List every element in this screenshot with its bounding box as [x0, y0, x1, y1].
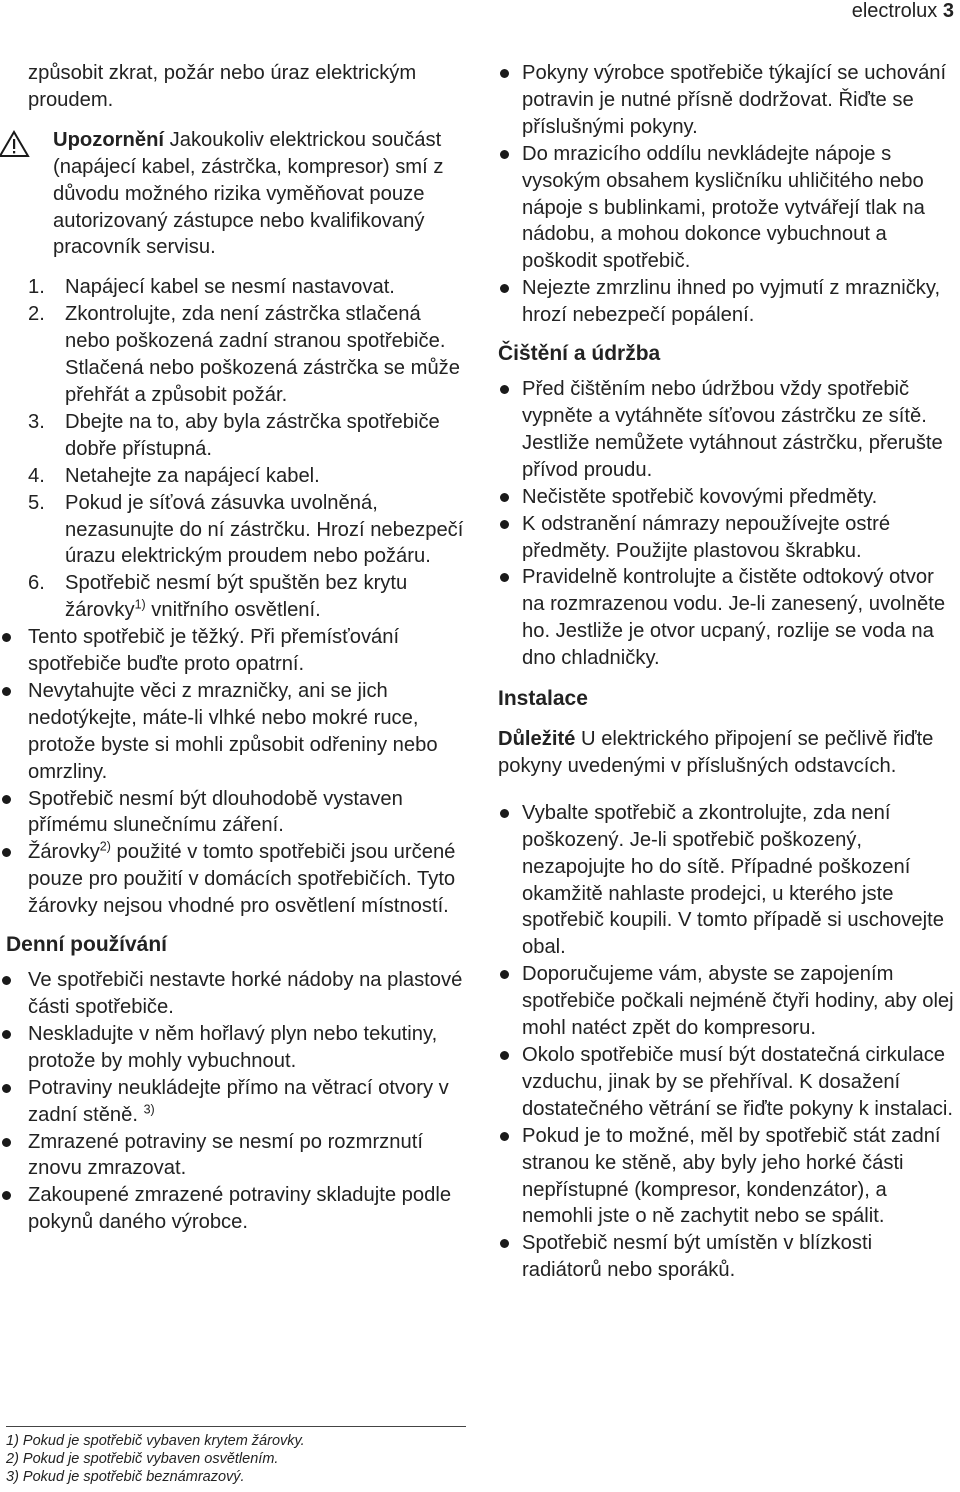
- item-text: K odstranění námrazy nepoužívejte ostré předměty. Použijte plastovou škrabku.: [522, 512, 891, 562]
- bullet-icon: [500, 970, 509, 979]
- item-text: Před čištěním nebo údržbou vždy spotřebič vypněte a vytáhněte síťovou zástrčku ze sítě. Jestliže nemůžete vytáhnout zástrčku, přerušte přívod proudu.: [522, 378, 943, 481]
- bullet-icon: [2, 687, 11, 696]
- list-item: [498, 60, 956, 141]
- bullet-icon: [500, 150, 509, 159]
- item-text: Pokud je síťová zásuvka uvolněná, nezasunujte do ní zástrčku. Hrozí nebezpečí úrazu elektrickým proudem nebo požáru.: [65, 491, 464, 568]
- item-text: Spotřebič nesmí být spuštěn bez krytu žárovky: [65, 572, 408, 622]
- list-item: [0, 1075, 470, 1129]
- list-item: [28, 490, 470, 571]
- intro-text: způsobit zkrat, požár nebo úraz elektrickým proudem.: [28, 62, 417, 111]
- item-text: Okolo spotřebiče musí být dostatečná cirkulace vzduchu, jinak by se přehříval. K dosažení dostatečného větrání se řiďte pokyny k instalaci.: [522, 1044, 953, 1120]
- list-item: [498, 511, 956, 565]
- list-item: [0, 624, 470, 678]
- daily-bullets: [28, 967, 470, 1236]
- list-item: [28, 463, 470, 490]
- bullet-icon: [2, 1084, 11, 1093]
- section-title-install: Instalace: [498, 687, 588, 711]
- footnote: 1) Pokud je spotřebič vybaven krytem žárovky.: [6, 1433, 305, 1449]
- item-number: 5.: [28, 491, 45, 514]
- list-item: [28, 301, 470, 409]
- list-item: [498, 141, 956, 276]
- bullet-icon: [500, 284, 509, 293]
- section-title-daily: Denní používání: [6, 933, 168, 957]
- item-text: Potraviny neukládejte přímo na větrací otvory v zadní stěně.: [28, 1076, 449, 1126]
- page-header: [852, 0, 954, 22]
- footnote: 3) Pokud je spotřebič beznámrazový.: [6, 1469, 245, 1485]
- list-item: [0, 967, 470, 1021]
- section-title-cleaning: Čištění a údržba: [498, 342, 661, 366]
- footnote-ref: 3): [143, 1101, 155, 1116]
- cleaning-bullets: [498, 376, 956, 672]
- item-text: Ve spotřebiči nestavte horké nádoby na plastové části spotřebiče.: [28, 969, 463, 1018]
- item-text: vnitřního osvětlení.: [145, 599, 321, 622]
- bullet-icon: [500, 520, 509, 529]
- item-text: Žárovky: [28, 841, 100, 864]
- item-text: Napájecí kabel se nesmí nastavovat.: [65, 276, 395, 299]
- list-item: [498, 1123, 956, 1231]
- list-item: [498, 484, 956, 511]
- list-item: [0, 1129, 470, 1183]
- bullet-icon: [500, 573, 509, 582]
- item-text: Tento spotřebič je těžký. Při přemísťování spotřebiče buďte proto opatrní.: [28, 626, 400, 676]
- bullet-icon: [2, 976, 11, 985]
- list-item: [498, 275, 956, 329]
- warning-label: Upozornění: [53, 128, 165, 151]
- bullet-icon: [2, 1030, 11, 1039]
- item-text: Vybalte spotřebič a zkontrolujte, zda není poškozený. Je-li spotřebič poškozený, nezapojujte ho do sítě. Případné poškození okamžitě nahlaste prodejci, u kterého jste spotřebič koupili. V tomto případě si uschovejte obal.: [522, 801, 944, 959]
- item-number: 4.: [28, 464, 45, 487]
- bullet-icon: [2, 633, 11, 642]
- list-item: [498, 1042, 956, 1123]
- warning-text: Jakoukoliv elektrickou součást (napájecí kabel, zástrčka, kompresor) smí z důvodu možného rizika vyměňovat pouze autorizovaný zástupce nebo kvalifikovaný pracovník servisu.: [53, 128, 444, 259]
- item-text: Do mrazicího oddílu nevkládejte nápoje s vysokým obsahem kysličníku uhličitého nebo nápoje s bublinkami, protože vytvářejí tlak na nádobu, a mohou dokonce vybuchnout a poškodit spotřebič.: [522, 142, 925, 273]
- bullet-icon: [500, 69, 509, 78]
- list-item: [0, 839, 470, 920]
- footnote-ref: 2): [99, 839, 111, 854]
- safety-bullets: [28, 624, 470, 920]
- list-item: [498, 800, 956, 961]
- bullet-icon: [500, 1239, 509, 1248]
- item-text: Pravidelně kontrolujte a čistěte odtokový otvor na rozmrazenou vodu. Je-li zanesený, uvolněte ho. Jestliže je otvor ucpaný, rozlije se voda na dno chladničky.: [522, 566, 946, 670]
- right-column: [498, 60, 956, 1284]
- list-item: [0, 678, 470, 786]
- bullet-icon: [2, 1191, 11, 1200]
- install-bullets: [498, 800, 956, 1284]
- bullet-icon: [2, 848, 11, 857]
- footnotes: [6, 1426, 466, 1486]
- item-text: Spotřebič nesmí být umístěn v blízkosti radiátorů nebo sporáků.: [522, 1232, 873, 1282]
- item-text: Netahejte za napájecí kabel.: [65, 464, 320, 487]
- list-item: [0, 1182, 470, 1236]
- item-text: Nejezte zmrzlinu ihned po vyjmutí z mrazničky, hrozí nebezpečí popálení.: [522, 277, 941, 327]
- item-text: Pokud je to možné, měl by spotřebič stát zadní stranou ke stěně, aby byly jeho horké části nepřístupné (kompresor, kondenzátor), a nemohli jste o ně zachytit nebo se spálit.: [522, 1124, 941, 1228]
- item-text: Spotřebič nesmí být dlouhodobě vystaven přímému slunečnímu záření.: [28, 787, 403, 837]
- brand-name: electrolux: [851, 0, 938, 22]
- list-item: [28, 409, 470, 463]
- list-item: [0, 786, 470, 840]
- bullet-icon: [500, 385, 509, 394]
- item-text: Doporučujeme vám, abyste se zapojením spotřebiče počkali nejméně čtyři hodiny, aby olej mohl natéct zpět do kompresoru.: [522, 963, 954, 1040]
- item-text: Nečistěte spotřebič kovovými předměty.: [522, 485, 878, 508]
- warning-block: [28, 127, 470, 262]
- list-item: [0, 1021, 470, 1075]
- bullet-icon: [500, 1051, 509, 1060]
- item-number: 6.: [28, 572, 45, 595]
- item-number: 3.: [28, 410, 45, 433]
- footnote-ref: 1): [134, 597, 146, 612]
- important-label: Důležité: [498, 728, 576, 751]
- list-item: [498, 961, 956, 1042]
- page-number: 3: [942, 0, 954, 22]
- item-text: Pokyny výrobce spotřebiče týkající se uchování potravin je nutné přísně dodržovat. Řiďte se příslušnými pokyny.: [522, 62, 947, 138]
- list-item: [28, 274, 470, 301]
- storage-bullets: [498, 60, 956, 329]
- item-number: 1.: [28, 276, 45, 299]
- item-text: Zakoupené zmrazené potraviny skladujte podle pokynů daného výrobce.: [28, 1184, 452, 1234]
- bullet-icon: [500, 809, 509, 818]
- item-text: Dbejte na to, aby byla zástrčka spotřebiče dobře přístupná.: [65, 410, 440, 460]
- warning-icon: [0, 130, 30, 158]
- numbered-list: [28, 274, 470, 624]
- bullet-icon: [2, 795, 11, 804]
- item-text: Zmrazené potraviny se nesmí po rozmrznutí znovu zmrazovat.: [28, 1130, 423, 1180]
- item-text: Nevytahujte věci z mrazničky, ani se jich nedotýkejte, máte-li vlhké nebo mokré ruce, protože byste si mohli způsobit odřeniny nebo omrzliny.: [28, 679, 438, 783]
- bullet-icon: [500, 1132, 509, 1141]
- left-column: [6, 60, 470, 1236]
- list-item: [28, 570, 470, 624]
- item-text: Neskladujte v něm hořlavý plyn nebo tekutiny, protože by mohly vybuchnout.: [28, 1022, 438, 1072]
- bullet-icon: [2, 1138, 11, 1147]
- list-item: [498, 564, 956, 672]
- footnote: 2) Pokud je spotřebič vybaven osvětlením.: [6, 1451, 279, 1467]
- important-note: [498, 726, 956, 780]
- list-item: [498, 376, 956, 484]
- list-item: [498, 1230, 956, 1284]
- item-number: 2.: [28, 303, 45, 326]
- bullet-icon: [500, 493, 509, 502]
- item-text: použité v tomto spotřebiči jsou určené pouze pro použití v domácích spotřebičích. Tyto žárovky nejsou vhodné pro osvětlení místností.: [28, 841, 456, 918]
- important-text: U elektrického připojení se pečlivě řiďte pokyny uvedenými v příslušných odstavcích.: [498, 728, 934, 777]
- item-text: Zkontrolujte, zda není zástrčka stlačená nebo poškozená zadní stranou spotřebiče. Stlačená nebo poškozená zástrčka se může přehřát a způsobit požár.: [65, 303, 461, 406]
